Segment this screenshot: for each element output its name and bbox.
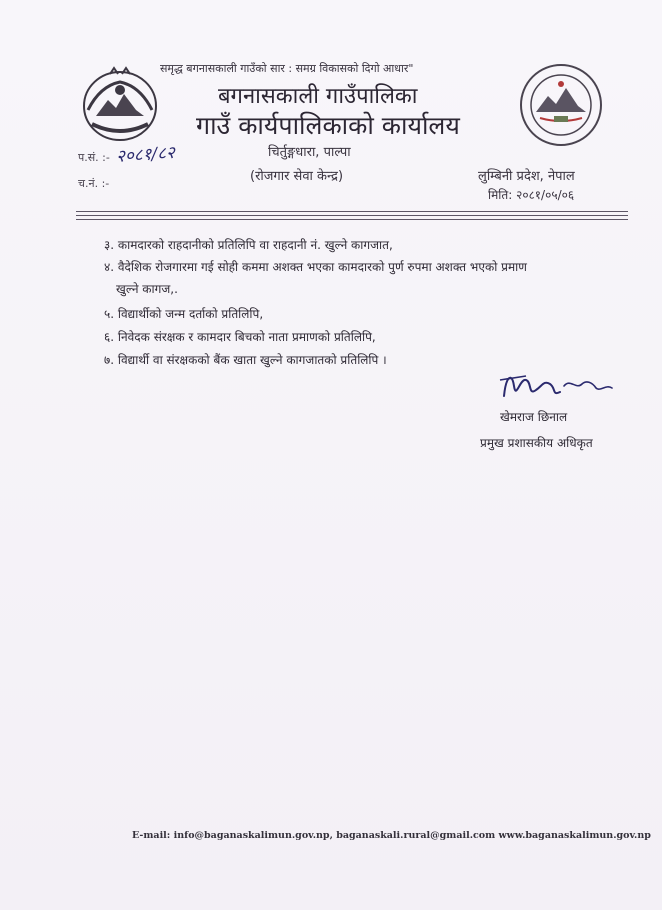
header-divider (76, 215, 628, 216)
list-item: ६. निवेदक संरक्षक र कामदार बिचको नाता प्रमाणको प्रतिलिपि, (104, 330, 376, 344)
header-divider (76, 211, 628, 212)
footer-contact: E-mail: info@baganaskalimun.gov.np, baganaskali.rural@gmail.com www.baganaskalimun.gov.np (132, 830, 651, 841)
office-address: चिर्तुङ्गधारा, पाल्पा (268, 145, 351, 160)
dispatch-number-label: च.नं. :- (78, 177, 110, 190)
list-item: ७. विद्यार्थी वा संरक्षकको बैंक खाता खुल्ने कागजातको प्रतिलिपि । (104, 353, 387, 367)
reference-number-label: प.सं. :- (78, 151, 110, 164)
signer-name: खेमराज छिनाल (500, 410, 568, 424)
reference-number-value: २०८१/८२ (115, 142, 176, 168)
letter-date: मिति: २०८१/०५/०६ (488, 188, 575, 202)
list-item: ५. विद्यार्थीको जन्म दर्ताको प्रतिलिपि, (104, 307, 264, 321)
office-name: बगनासकाली गाउँपालिका (218, 84, 418, 109)
list-item: खुल्ने कागज,. (116, 282, 178, 296)
government-emblem-icon (80, 66, 160, 144)
header-divider (76, 219, 628, 220)
list-item: ४. वैदेशिक रोजगारमा गई सोही कममा अशक्त भएका कामदारको पुर्ण रुपमा अशक्त भएको प्रमाण (104, 260, 527, 274)
center-name: (रोजगार सेवा केन्द्र) (250, 169, 344, 184)
signer-designation: प्रमुख प्रशासकीय अधिकृत (480, 436, 593, 450)
slogan: समृद्ध बगनासकाली गाउँको सार : समग्र विकासको दिगो आधार" (160, 62, 414, 75)
municipality-logo-icon (518, 62, 604, 148)
province: लुम्बिनी प्रदेश, नेपाल (478, 169, 575, 184)
list-item: ३. कामदारको राहदानीको प्रतिलिपि वा राहदानी नं. खुल्ने कागजात, (104, 238, 393, 252)
office-title: गाउँ कार्यपालिकाको कार्यालय (196, 111, 460, 140)
handwritten-signature (496, 366, 620, 410)
